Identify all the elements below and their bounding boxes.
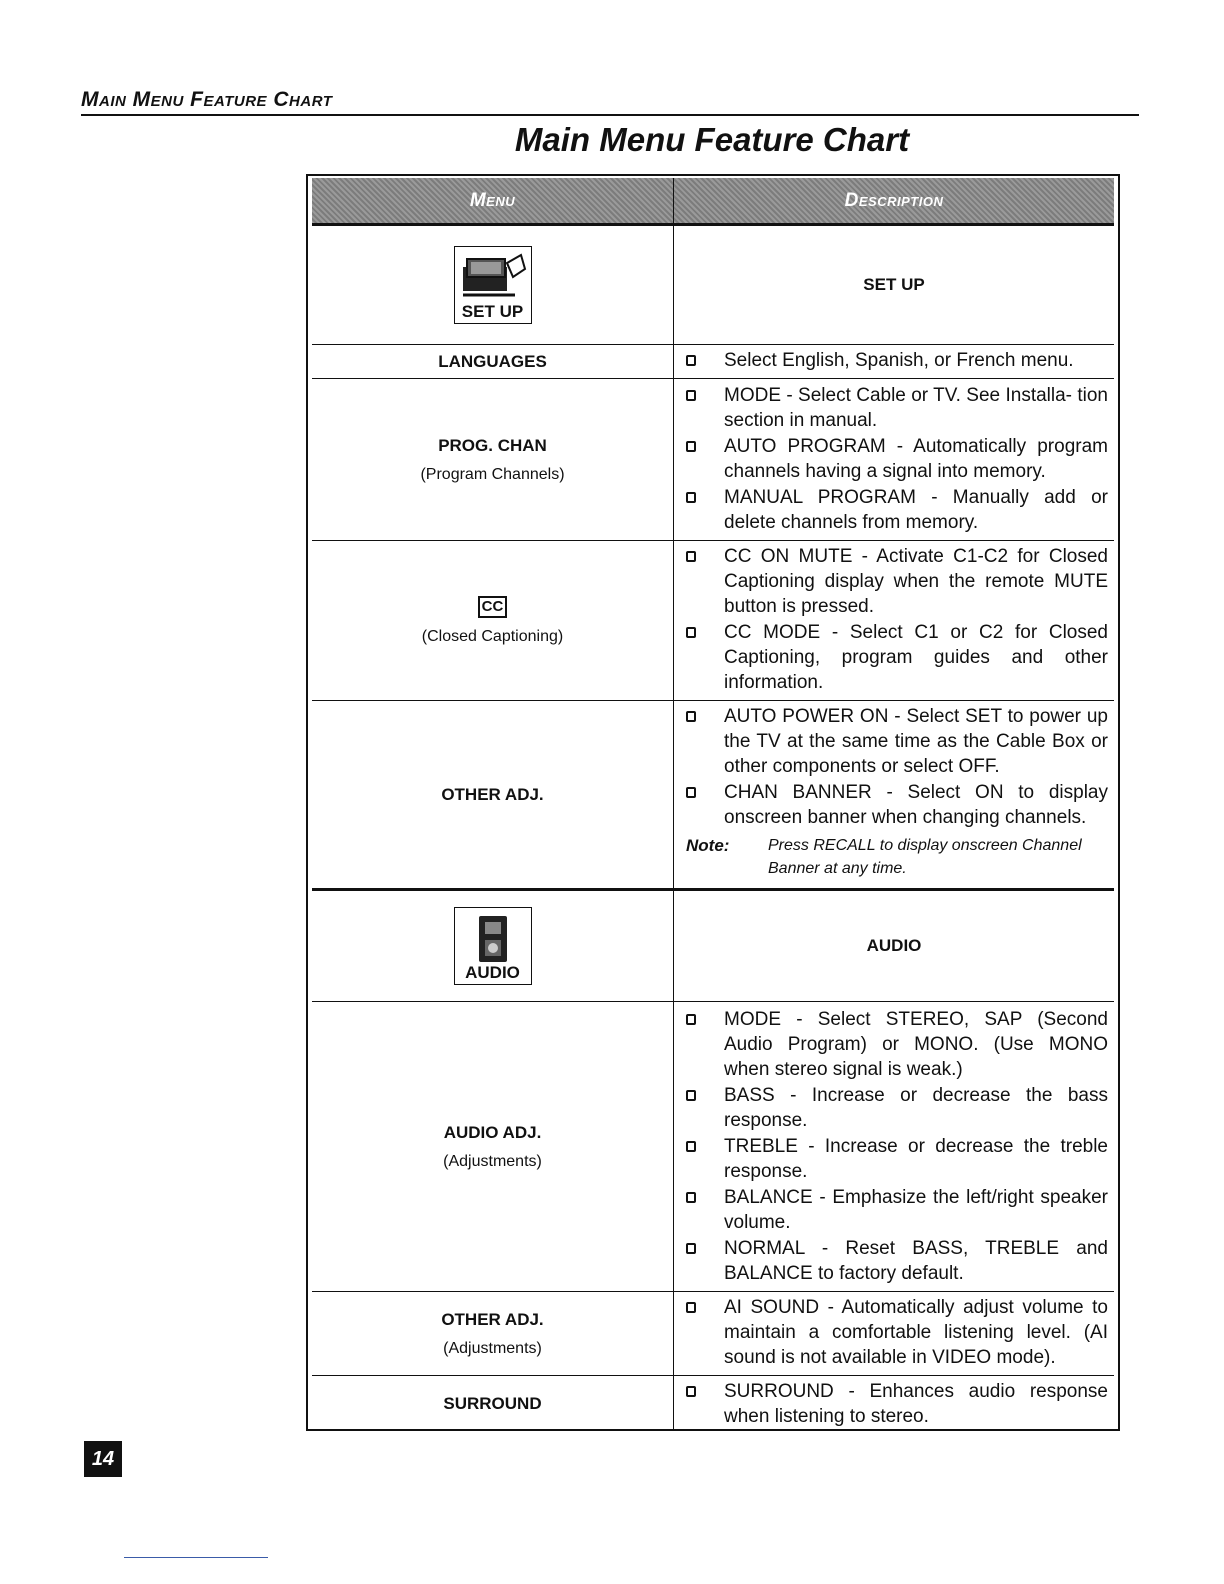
- list-item: MODE - Select STEREO, SAP (Second Audio Program) or MONO. (Use MONO when stereo signal is weak.): [686, 1007, 1108, 1082]
- menu-audio-other-adj: OTHER ADJ.: [441, 1309, 544, 1329]
- menu-cc-sub: (Closed Captioning): [421, 627, 564, 645]
- divider: [124, 1557, 268, 1558]
- list-item: SURROUND - Enhances audio response when listening to stereo.: [686, 1379, 1108, 1429]
- menu-audio-adj: AUDIO ADJ.: [443, 1122, 542, 1142]
- setup-section-title: SET UP: [863, 275, 925, 294]
- setup-section-row: [312, 226, 1114, 345]
- checkbox-bullet-icon: [686, 787, 696, 798]
- note-label: Note:: [686, 836, 730, 855]
- list-item: AUTO POWER ON - Select SET to power up the TV at the same time as the Cable Box or other components or select OFF.: [686, 704, 1108, 779]
- menu-languages: LANGUAGES: [438, 351, 547, 371]
- page-number: 14: [84, 1441, 122, 1477]
- list-item: MANUAL PROGRAM - Manually add or delete channels from memory.: [686, 485, 1108, 535]
- audio-section-title: AUDIO: [866, 936, 922, 955]
- checkbox-bullet-icon: [686, 1141, 696, 1152]
- list-item: NORMAL - Reset BASS, TREBLE and BALANCE to factory default.: [686, 1236, 1108, 1286]
- checkbox-bullet-icon: [686, 1386, 696, 1397]
- note-text: Press RECALL to display onscreen Channel Banner at any time.: [768, 837, 1082, 877]
- setup-icon-label: SET UP: [461, 302, 524, 321]
- list-item: AUTO PROGRAM - Automatically program channels having a signal into memory.: [686, 434, 1108, 484]
- menu-audio-other-adj-sub: (Adjustments): [443, 1339, 542, 1357]
- checkbox-bullet-icon: [686, 551, 696, 562]
- setup-icon: [454, 246, 532, 324]
- list-item: Select English, Spanish, or French menu.: [686, 348, 1108, 373]
- table-row: [312, 701, 1114, 891]
- list-item: CC ON MUTE - Activate C1-C2 for Closed Captioning display when the remote MUTE button is pressed.: [686, 544, 1108, 619]
- checkbox-bullet-icon: [686, 1090, 696, 1101]
- checkbox-bullet-icon: [686, 492, 696, 503]
- column-header-description: Description: [674, 178, 1114, 226]
- audio-icon: [454, 907, 532, 985]
- table-row: [312, 541, 1114, 701]
- feature-chart-table: [306, 174, 1120, 1431]
- checkbox-bullet-icon: [686, 627, 696, 638]
- checkbox-bullet-icon: [686, 1014, 696, 1025]
- list-item: BASS - Increase or decrease the bass response.: [686, 1083, 1108, 1133]
- table-row: [312, 345, 1114, 379]
- menu-audio-adj-sub: (Adjustments): [443, 1152, 542, 1170]
- menu-other-adj: OTHER ADJ.: [441, 784, 544, 804]
- table-row: [312, 379, 1114, 541]
- list-item: CHAN BANNER - Select ON to display onscreen banner when changing channels.: [686, 780, 1108, 830]
- checkbox-bullet-icon: [686, 441, 696, 452]
- running-header: [81, 86, 1139, 116]
- table-row: [312, 1292, 1114, 1376]
- list-item: TREBLE - Increase or decrease the treble response.: [686, 1134, 1108, 1184]
- table-row: [312, 1376, 1114, 1431]
- page-title: Main Menu Feature Chart: [514, 121, 910, 158]
- list-item: CC MODE - Select C1 or C2 for Closed Captioning, program guides and other information.: [686, 620, 1108, 695]
- menu-prog-chan-sub: (Program Channels): [420, 465, 565, 483]
- checkbox-bullet-icon: [686, 1243, 696, 1254]
- checkbox-bullet-icon: [686, 711, 696, 722]
- checkbox-bullet-icon: [686, 390, 696, 401]
- checkbox-bullet-icon: [686, 1302, 696, 1313]
- column-header-menu: Menu: [312, 178, 674, 226]
- menu-prog-chan: PROG. CHAN: [438, 435, 547, 455]
- note: [686, 834, 1108, 880]
- audio-section-row: [312, 891, 1114, 1002]
- running-header-title: Main Menu Feature Chart: [81, 88, 333, 111]
- cc-icon: CC: [478, 596, 508, 618]
- checkbox-bullet-icon: [686, 1192, 696, 1203]
- menu-surround: SURROUND: [443, 1393, 542, 1413]
- list-item: BALANCE - Emphasize the left/right speaker volume.: [686, 1185, 1108, 1235]
- list-item: MODE - Select Cable or TV. See Installa- tion section in manual.: [686, 383, 1108, 433]
- checkbox-bullet-icon: [686, 355, 696, 366]
- list-item: AI SOUND - Automatically adjust volume to maintain a comfortable listening level. (AI sound is not available in VIDEO mode).: [686, 1295, 1108, 1370]
- audio-icon-label: AUDIO: [465, 963, 520, 982]
- table-row: [312, 1002, 1114, 1292]
